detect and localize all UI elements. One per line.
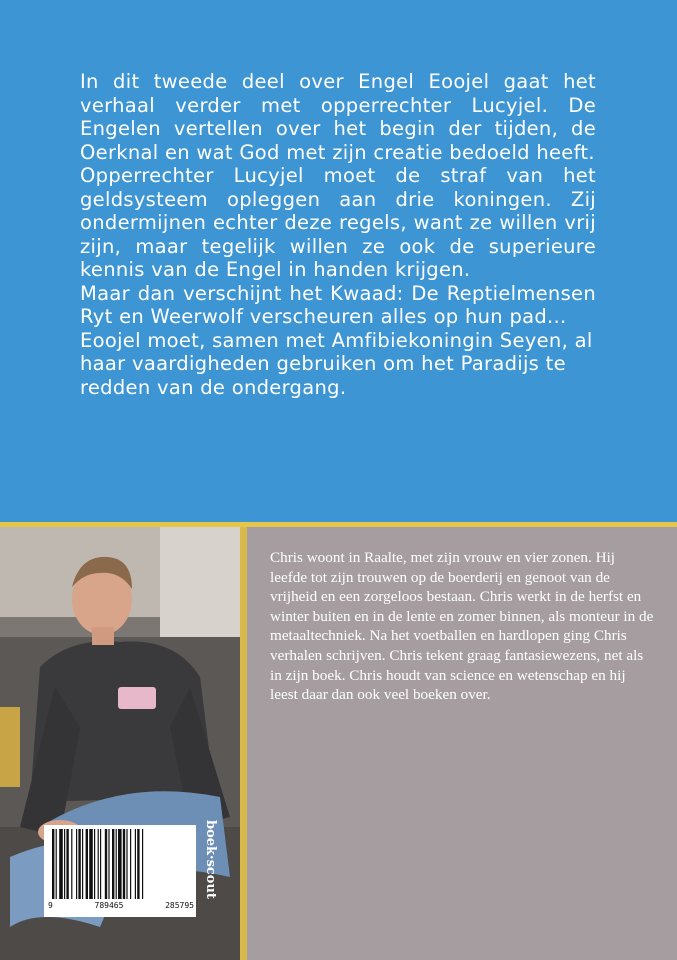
barcode-bar — [98, 829, 99, 899]
barcode-bar — [137, 829, 139, 899]
isbn-barcode — [44, 825, 196, 917]
barcode-bar — [76, 829, 77, 899]
blurb-paragraph: Maar dan verschijnt het Kwaad: De Reptielmensen Ryt en Weerwolf verscheuren alles op hun pad... — [80, 281, 596, 328]
author-bio: Chris woont in Raalte, met zijn vrouw en vier zonen. Hij leefde tot zijn trouwen op de boerderij en genoot van de vrijheid en een zorgeloos bestaan. Chris werkt in de herfst en winter buiten en in de lente en zomer binnen, als monteur in de metaaltechniek. Na het voetballen en hardlopen ging Chris verhalen schrijven. Chris tekent graag fantasiewezens, net als in zijn boek. Chris houdt van science en wetenschap en hij leest daar dan ook veel boeken over. — [270, 549, 654, 704]
barcode-digit-group: 285795 — [165, 901, 194, 910]
barcode-bar — [52, 829, 54, 899]
barcode-bar — [82, 829, 83, 899]
barcode-bar — [130, 829, 131, 899]
barcode-digit-group: 789465 — [94, 901, 124, 910]
blurb-paragraph: In dit tweede deel over Engel Eoojel gaat het verhaal verder met opperrechter Lucyjel. De Engelen vertellen over het begin der tijden, de Oerknal en wat God met zijn creatie bedoeld heeft. — [80, 70, 596, 164]
barcode-bar — [142, 829, 143, 899]
barcode-bar — [108, 829, 109, 899]
barcode-bar — [56, 829, 57, 899]
barcode-bar — [123, 829, 125, 899]
barcode-bar — [126, 829, 127, 899]
barcode-bar — [86, 829, 88, 899]
barcode-bar — [94, 829, 95, 899]
blurb-paragraph: Opperrechter Lucyjel moet de straf van het geldsysteem opleggen aan drie koningen. Zij ondermijnen echter deze regels, want ze willen vrij zijn, maar tegelijk willen ze ook de superieure kennis van de Engel in handen krijgen. — [80, 164, 596, 281]
barcode-bar — [112, 829, 114, 899]
barcode-digits — [48, 901, 194, 910]
barcode-bar — [78, 829, 80, 899]
barcode-bar — [64, 829, 65, 899]
book-blurb — [80, 70, 596, 399]
barcode-bar — [66, 829, 68, 899]
blurb-paragraph: Eoojel moet, samen met Amfibiekoningin Seyen, al haar vaardigheden gebruiken om het Paradijs te redden van de ondergang. — [80, 328, 593, 399]
barcode-bar — [118, 829, 122, 899]
barcode-bars — [50, 829, 190, 899]
publisher-logo: boek·scout — [203, 820, 218, 899]
barcode-bar — [116, 829, 117, 899]
barcode-bar — [71, 829, 72, 899]
barcode-bar — [59, 829, 63, 899]
barcode-bar — [100, 829, 101, 899]
barcode-digit-group: 9 — [48, 901, 53, 910]
barcode-bar — [135, 829, 136, 899]
barcode-bar — [105, 829, 107, 899]
barcode-bar — [89, 829, 93, 899]
panel-gold-edge — [240, 527, 247, 960]
